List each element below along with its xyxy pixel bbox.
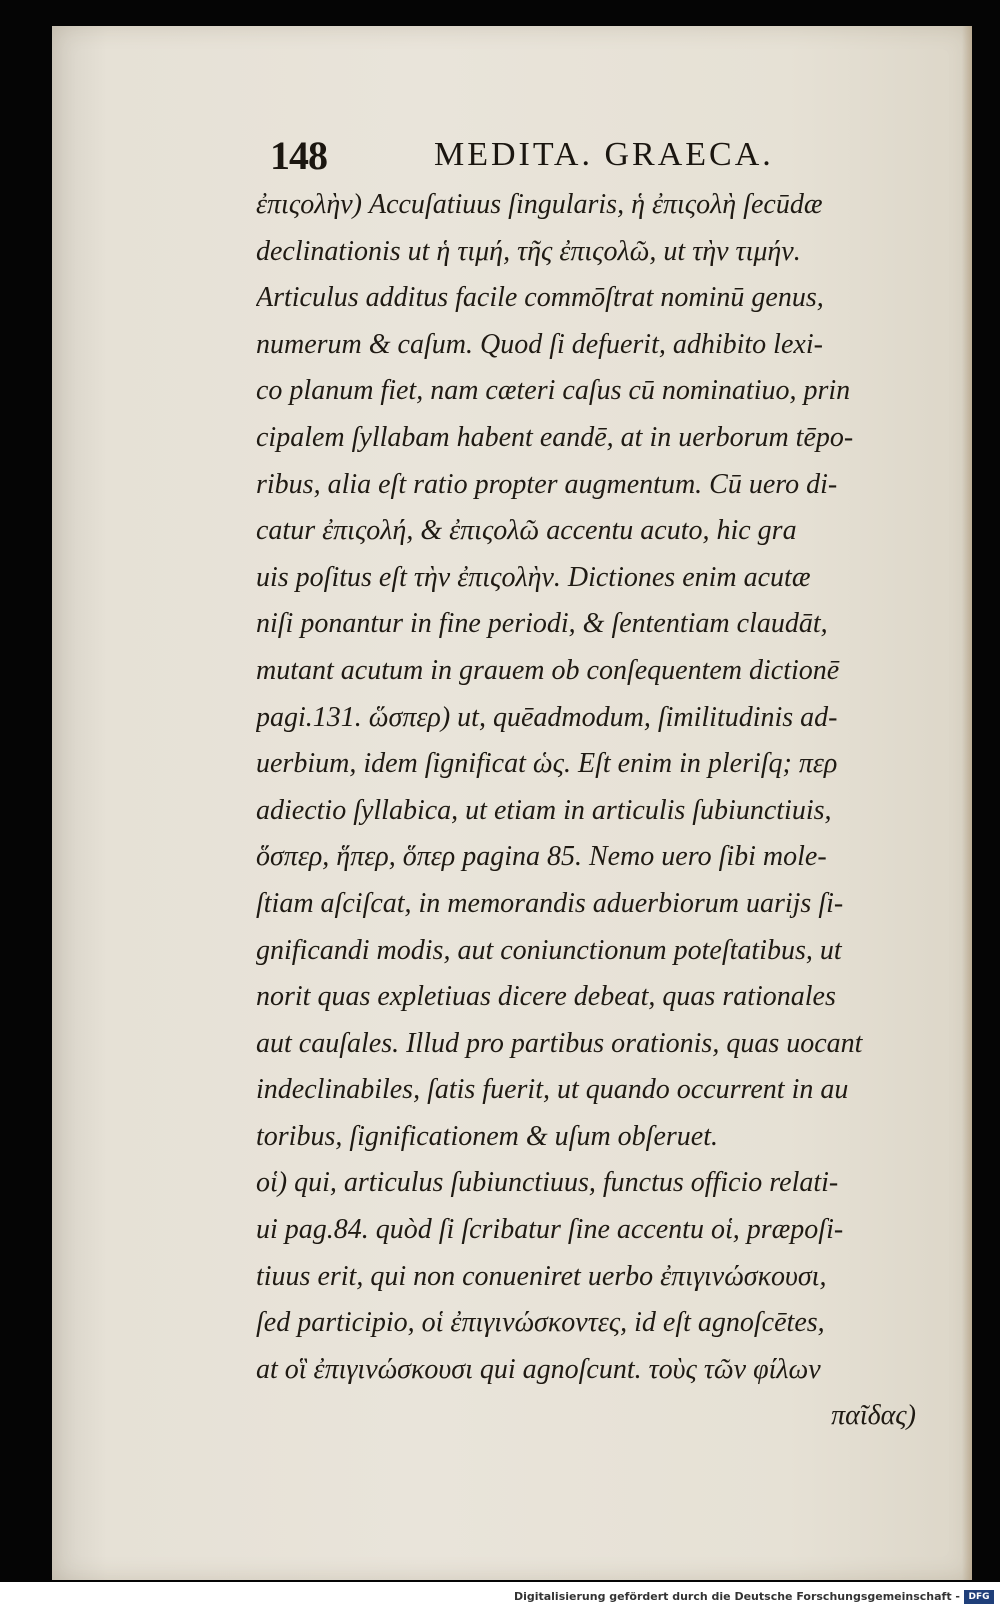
text-line: catur ἐπιςολή, & ἐπιςολῶ accentu acuto, hic gra [256,515,797,547]
text-line: cipalem ſyllabam habent eandē, at in uerborum tēpo- [256,421,854,453]
text-line: ui pag.84. quòd ſi ſcribatur ſine accentu οἱ, præpoſi- [256,1214,844,1246]
page-number: 148 [270,133,327,178]
text-line: ſtiam aſciſcat, in memorandis aduerbiorum uarijs ſi- [256,887,844,919]
text-line: pagi.131. ὥσπερ) ut, quēadmodum, ſimilitudinis ad- [256,701,838,733]
footer-bar [0,1582,1000,1612]
book-page [52,26,972,1580]
page-edge-shadow [962,26,972,1580]
text-line: numerum & caſum. Quod ſi defuerit, adhibito lexi- [256,328,823,360]
catchword: παῖδας) [831,1400,916,1432]
text-line: toribus, ſignificationem & uſum obſeruet. [256,1120,718,1152]
text-line: uis poſitus eſt τὴν ἐπιςολὴν. Dictiones enim acutæ [256,561,811,593]
text-line: ἐπιςολὴν) Accuſatiuus ſingularis, ἡ ἐπιςολὴ ſecūdæ [256,189,823,220]
text-line: aut cauſales. Illud pro partibus orationis, quas uocant [256,1027,863,1059]
funding-credit: Digitalisierung gefördert durch die Deutsche Forschungsgemeinschaft - [513,1590,960,1603]
running-head-title: MEDITA. GRAECA. [434,136,774,173]
dfg-logo: DFG [964,1590,994,1604]
text-line: ſed participio, οἱ ἐπιγινώσκοντες, id eſt agnoſcētes, [256,1307,825,1339]
text-line: mutant acutum in grauem ob conſequentem dictionē [256,654,840,686]
text-block [256,182,916,1440]
text-line: norit quas expletiuas dicere debeat, quas rationales [256,981,836,1013]
text-line: Articulus additus facile commōſtrat nominū genus, [256,282,824,314]
text-line: indeclinabiles, ſatis fuerit, ut quando occurrent in au [256,1074,849,1106]
text-line: at οἳ ἐπιγινώσκουσι qui agnoſcunt. τοὺς τῶν φίλων [256,1353,821,1385]
text-line: tiuus erit, qui non conueniret uerbo ἐπιγινώσκουσι, [256,1260,827,1292]
text-line: co planum fiet, nam cæteri caſus cū nominatiuo, prin [256,375,851,407]
text-line: gnificandi modis, aut coniunctionum poteſtatibus, ut [256,934,842,966]
text-line: uerbium, idem ſignificat ὡς. Eſt enim in pleriſq; περ [256,748,838,780]
text-line: niſi ponantur in fine periodi, & ſententiam claudāt, [256,608,828,640]
text-line: adiectio ſyllabica, ut etiam in articulis ſubiunctiuis, [256,794,832,826]
running-head [270,132,870,182]
text-line: ribus, alia eſt ratio propter augmentum. Cū uero di- [256,468,838,500]
text-line: ὅσπερ, ἥπερ, ὅπερ pagina 85. Nemo uero ſibi mole- [256,841,827,873]
text-line: declinationis ut ἡ τιμή, τῆς ἐπιςολῶ, ut τὴν τιμήν. [256,235,801,267]
text-line: οἱ) qui, articulus ſubiunctiuus, functus officio relati- [256,1167,839,1199]
